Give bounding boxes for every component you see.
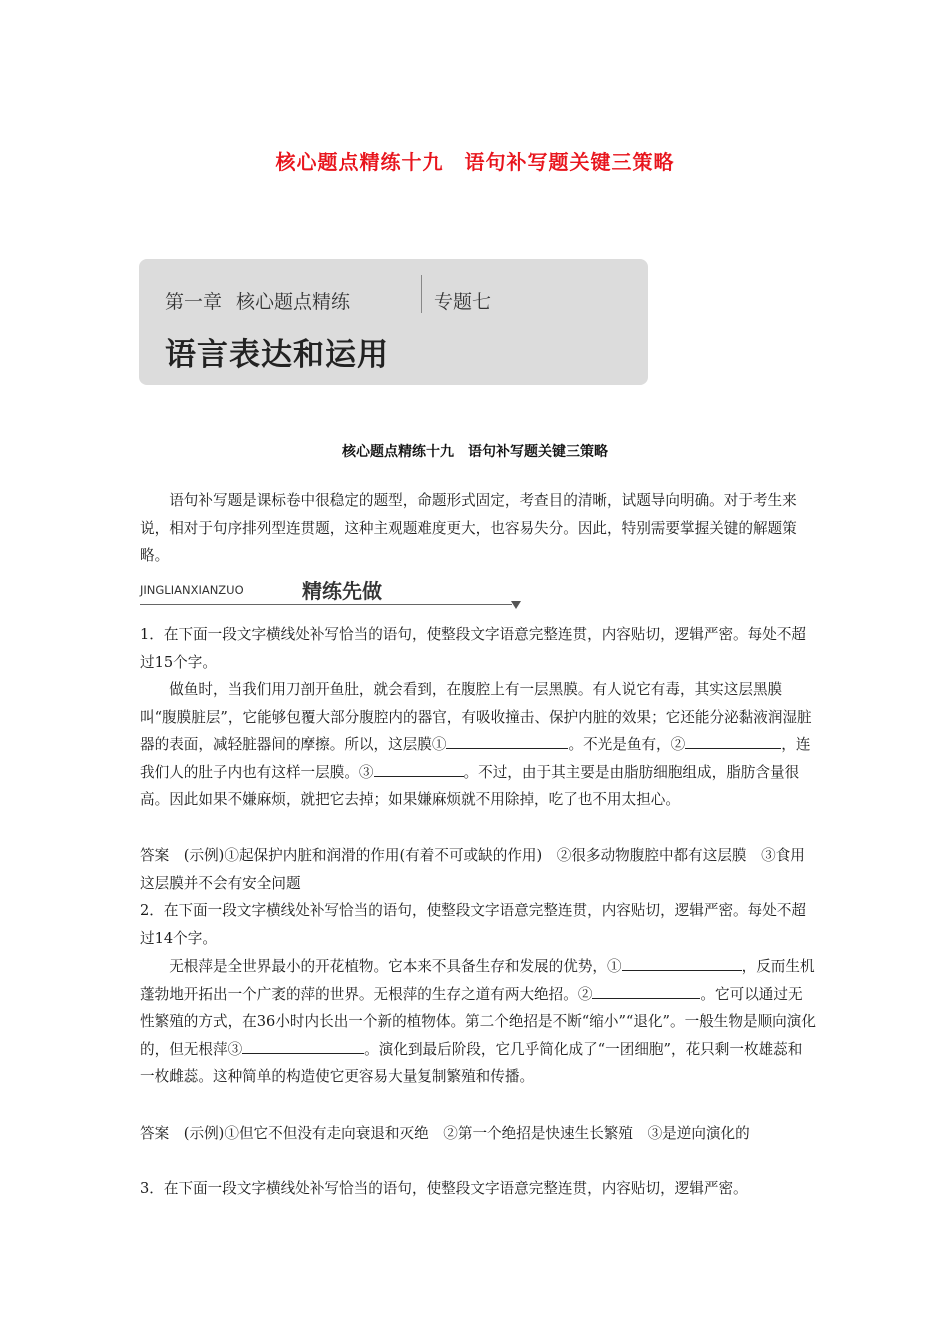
- section-label: 精练先做: [302, 579, 382, 603]
- intro-paragraph: 语句补写题是课标卷中很稳定的题型，命题形式固定，考查目的清晰，试题导向明确。对于考生来说，相对于句序排列型连贯题，这种主观题难度更大，也容易失分。因此，特别需要掌握关键的解题策略。: [140, 492, 797, 564]
- question-1-answer: 答案 (示例)①起保护内脏和润滑的作用(有着不可或缺的作用) ②很多动物腹腔中都有这层膜 ③食用这层膜并不会有安全问题: [140, 847, 805, 892]
- section-pinyin: JINGLIANXIANZUO: [140, 583, 244, 597]
- banner-divider: [421, 275, 422, 313]
- section-title: 核心题点精练十九 语句补写题关键三策略: [342, 444, 608, 460]
- question-2-prompt: 2．在下面一段文字横线处补写恰当的语句，使整段文字语意完整连贯，内容贴切，逻辑严密。每处不超过14个字。: [140, 902, 807, 947]
- practice-section-header: [140, 574, 522, 614]
- banner-unit-title: 语言表达和运用: [165, 337, 389, 373]
- question-1-prompt: 1．在下面一段文字横线处补写恰当的语句，使整段文字语意完整连贯，内容贴切，逻辑严密。每处不超过15个字。: [140, 626, 807, 671]
- banner-topic: 专题七: [434, 291, 492, 313]
- blank-3[interactable]: [374, 761, 464, 777]
- blank-2[interactable]: [592, 983, 700, 999]
- banner-chapter: [165, 287, 350, 314]
- question-2-answer: 答案 (示例)①但它不但没有走向衰退和灭绝 ②第一个绝招是快速生长繁殖 ③是逆向演化的: [140, 1125, 750, 1142]
- question-2-passage: 无根萍是全世界最小的开花植物。它本来不具备生存和发展的优势，① ，反而生机蓬勃地开拓出一个广袤的萍的世界。无根萍的生存之道有两大绝招。② 。它可以通过无性繁殖的方式，在36小时内长出一个新的植物体。第二个绝招是不断“缩小”“退化”。一般生物是顺向演化的，但无根萍③ 。演化到最后阶段，它几乎简化成了“一团细胞”，花只剩一枚雄蕊和一枚雌蕊。这种简单的构造使它更容易大量复制繁殖和传播。: [140, 953, 816, 1091]
- chapter-banner: [139, 259, 648, 385]
- blank-2[interactable]: [685, 733, 781, 749]
- question-3-prompt: 3．在下面一段文字横线处补写恰当的语句，使整段文字语意完整连贯，内容贴切，逻辑严密。: [140, 1180, 748, 1197]
- page-title: 核心题点精练十九 语句补写题关键三策略: [275, 150, 675, 174]
- chapter-number: 第一章: [165, 291, 223, 313]
- chapter-name: 核心题点精练: [236, 291, 351, 313]
- question-1-passage: 做鱼时，当我们用刀剖开鱼肚，就会看到，在腹腔上有一层黑膜。有人说它有毒，其实这层黑膜叫“腹膜脏层”，它能够包覆大部分腹腔内的器官，有吸收撞击、保护内脏的效果；它还能分泌黏液润湿脏器的表面，减轻脏器间的摩擦。所以，这层膜① 。不光是鱼有，② ，连我们人的肚子内也有这样一层膜。③ 。不过，由于其主要是由脂肪细胞组成，脂肪含量很高。因此如果不嫌麻烦，就把它去掉；如果嫌麻烦就不用除掉，吃了也不用太担心。: [140, 681, 812, 808]
- blank-3[interactable]: [242, 1038, 364, 1054]
- triangle-down-icon: [511, 601, 521, 609]
- blank-1[interactable]: [622, 955, 742, 971]
- blank-1[interactable]: [446, 733, 568, 749]
- section-rule: [140, 604, 512, 605]
